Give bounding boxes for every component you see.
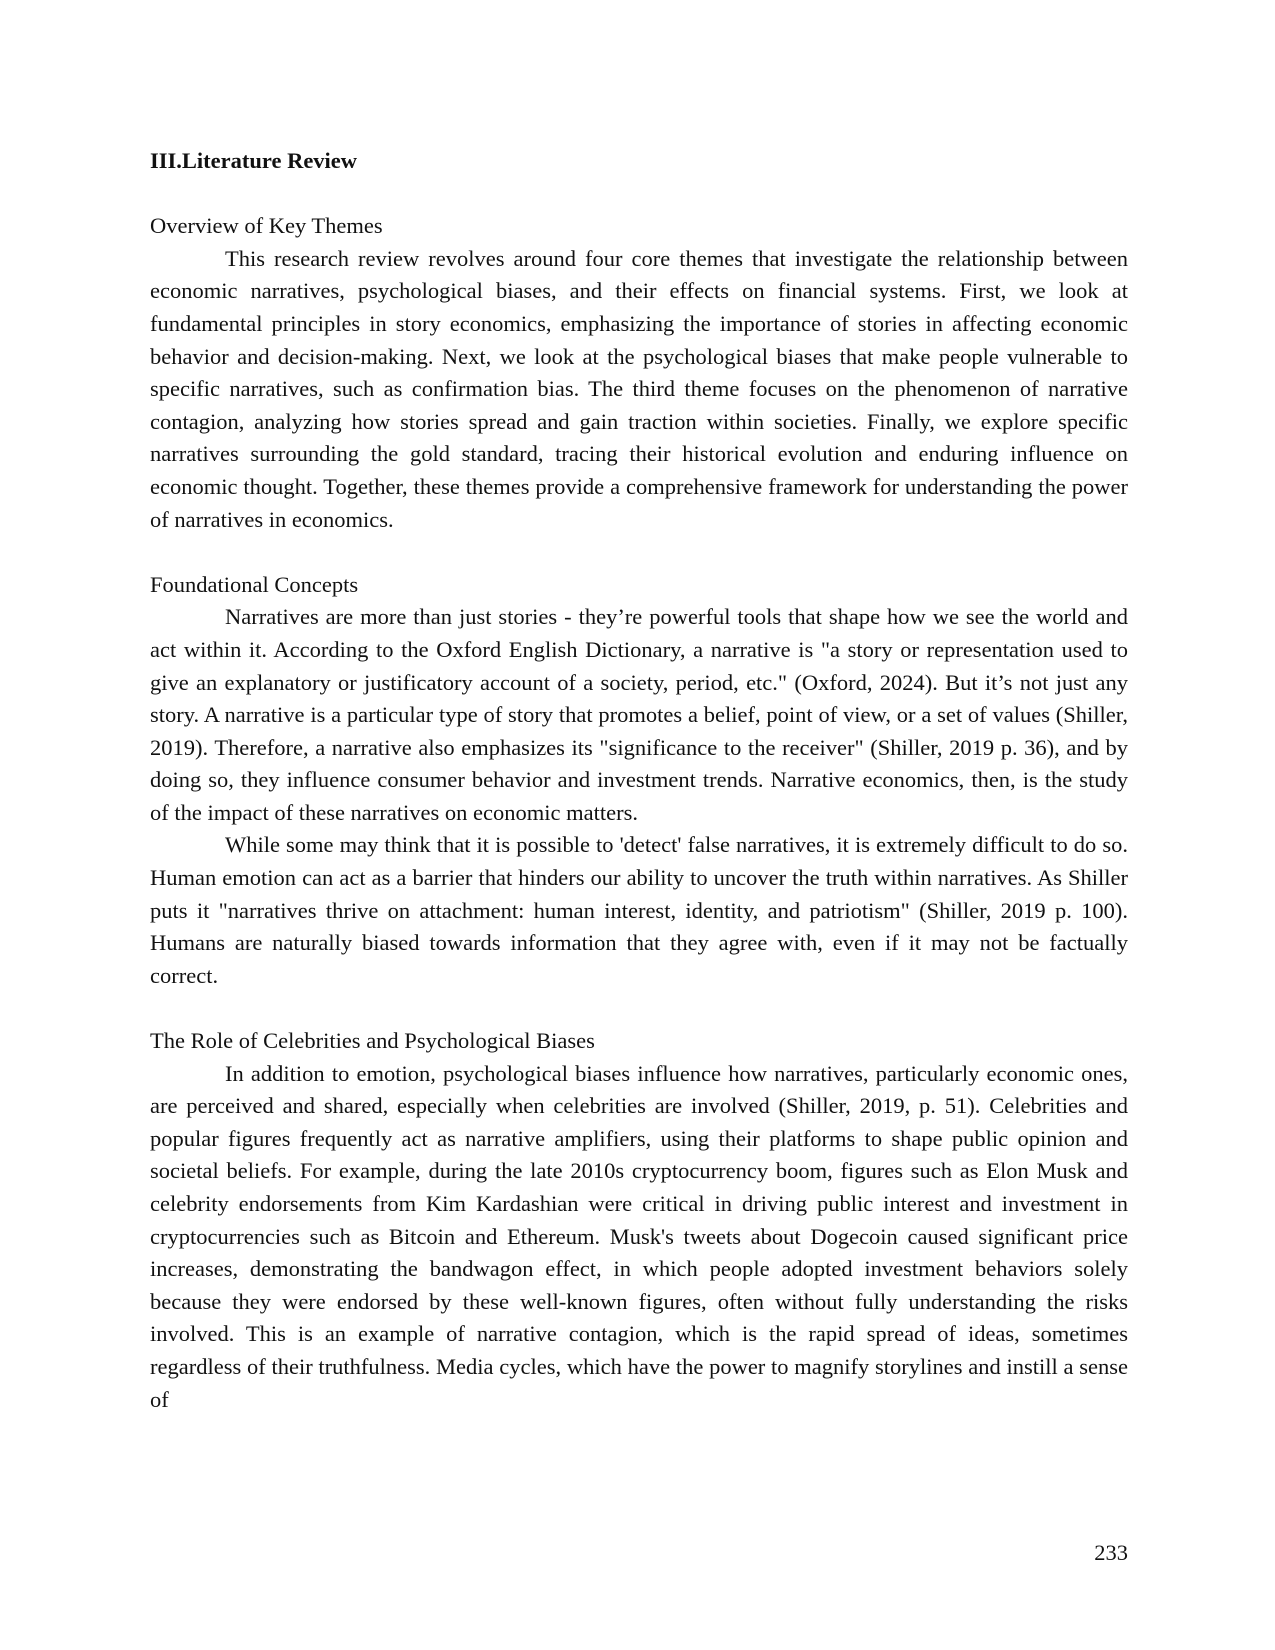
- paragraph: In addition to emotion, psychological biases influence how narratives, particularly economic ones, are perceived and shared, especially when celebrities are involved (Shiller, 2019, p. 51). Celebrities and popular figures frequently act as narrative amplifiers, using their platforms to shape public opinion and societal beliefs. For example, during the late 2010s cryptocurrency boom, figures such as Elon Musk and celebrity endorsements from Kim Kardashian were critical in driving public interest and investment in cryptocurrencies such as Bitcoin and Ethereum. Musk's tweets about Dogecoin caused significant price increases, demonstrating the bandwagon effect, in which people adopted investment behaviors solely because they were endorsed by these well-known figures, often without fully understanding the risks involved. This is an example of narrative contagion, which is the rapid spread of ideas, sometimes regardless of their truthfulness. Media cycles, which have the power to magnify storylines and instill a sense of: [150, 1060, 1128, 1412]
- subheading-overview: Overview of Key Themes: [150, 213, 383, 239]
- section-overview: [150, 210, 1128, 536]
- section-foundational-concepts: [150, 569, 1128, 993]
- page-content: [150, 145, 1128, 1416]
- spacer: [150, 178, 1128, 211]
- paragraph: While some may think that it is possible to 'detect' false narratives, it is extremely difficult to do so. Human emotion can act as a barrier that hinders our ability to uncover the truth within narratives. As Shiller puts it "narratives thrive on attachment: human interest, identity, and patriotism" (Shiller, 2019 p. 100). Humans are naturally biased towards information that they agree with, even if it may not be factually correct.: [150, 832, 1128, 988]
- subheading-celebrities: The Role of Celebrities and Psychological Biases: [150, 1028, 595, 1054]
- page-number: 233: [1094, 1540, 1128, 1565]
- subheading-foundational: Foundational Concepts: [150, 571, 359, 597]
- paragraph: This research review revolves around four core themes that investigate the relationship between economic narratives, psychological biases, and their effects on financial systems. First, we look at fundamental principles in story economics, emphasizing the importance of stories in affecting economic behavior and decision-making. Next, we look at the psychological biases that make people vulnerable to specific narratives, such as confirmation bias. The third theme focuses on the phenomenon of narrative contagion, analyzing how stories spread and gain traction within societies. Finally, we explore specific narratives surrounding the gold standard, tracing their historical evolution and enduring influence on economic thought. Together, these themes provide a comprehensive framework for understanding the power of narratives in economics.: [150, 245, 1128, 532]
- spacer: [150, 992, 1128, 1025]
- section-title: III.Literature Review: [150, 148, 358, 173]
- section-celebrities-biases: [150, 1025, 1128, 1416]
- spacer: [150, 536, 1128, 569]
- paragraph: Narratives are more than just stories - they’re powerful tools that shape how we see the world and act within it. According to the Oxford English Dictionary, a narrative is "a story or representation used to give an explanatory or justificatory account of a society, period, etc." (Oxford, 2024). But it’s not just any story. A narrative is a particular type of story that promotes a belief, point of view, or a set of values (Shiller, 2019). Therefore, a narrative also emphasizes its "significance to the receiver" (Shiller, 2019 p. 36), and by doing so, they influence consumer behavior and investment trends. Narrative economics, then, is the study of the impact of these narratives on economic matters.: [150, 604, 1128, 825]
